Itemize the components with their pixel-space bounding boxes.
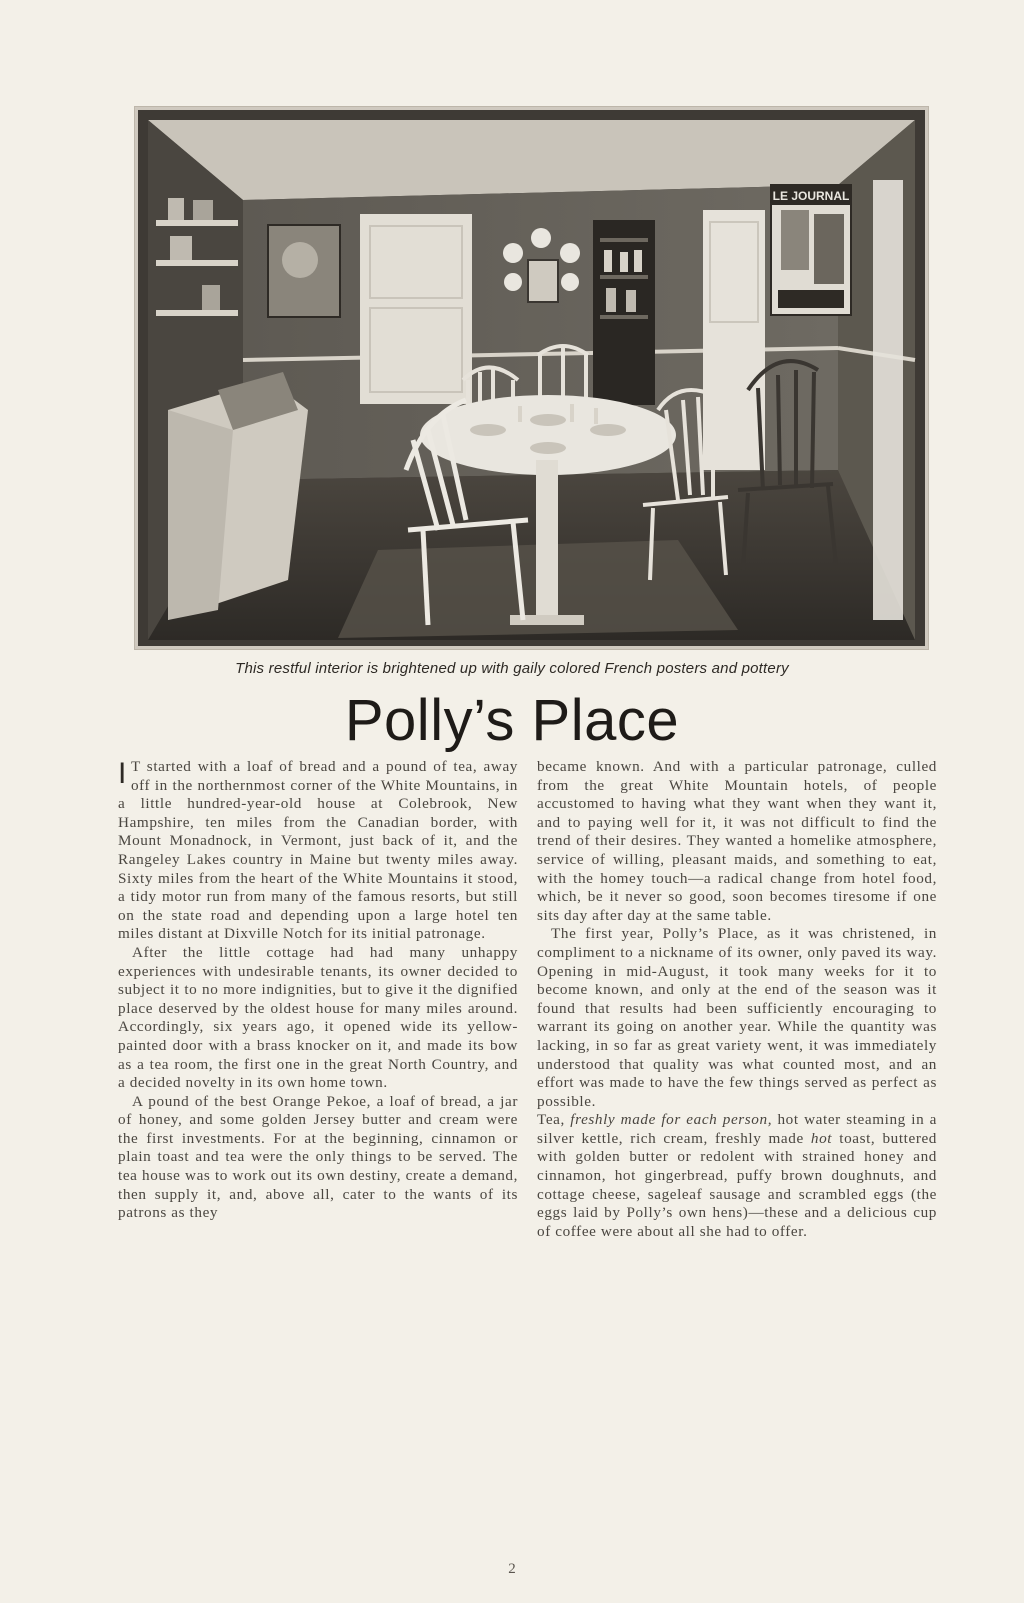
photo-caption: This restful interior is brightened up with gaily colored French posters and pottery — [235, 660, 789, 677]
page-number: 2 — [508, 1561, 516, 1577]
paragraph-6-text-c: toast, buttered with golden butter or redolent with strained honey and cinnamon, hot gingerbread, puffy brown doughnuts, and cottage cheese, sageleaf sausage and scrambled eggs (the eggs laid by Polly’s own hens)—these and a delicious cup of coffee were about all she had to offer. — [537, 1129, 938, 1240]
poster-title-text: LE JOURNAL — [772, 189, 850, 203]
paragraph-2: After the little cottage had had many unhappy experiences with undesirable tenants, its owner decided to subject it to no more indignities, but to give it the dignified place deserved by the oldest house for many miles around. Accordingly, six years ago, it opened wide its yellow-painted door with a brass knocker on it, and made its bow as a tea room, the first one in the great North Country, and a decided novelty in its own home town. — [118, 943, 518, 1092]
paragraph-4: became known. And with a particular patronage, culled from the great White Mountain hotels, of people accustomed to having what they want when they want it, and to paying well for it, it was not difficult to find the trend of their desires. They wanted a homelike atmosphere, service of willing, pleasant maids, and something to eat, with the homey touch—a radical change from hotel food, which, be it never so good, soon becomes tiresome if one sits day after day at the same table. — [537, 758, 937, 924]
tea-room-interior-illustration — [138, 110, 925, 646]
paragraph-1 — [118, 758, 518, 944]
paragraph-6 — [537, 1111, 937, 1241]
paragraph-6-emphasis-2: hot — [810, 1129, 833, 1147]
paragraph-1-text: T started with a loaf of bread and a pound of tea, away off in the northernmost corner of the White Mountains, in a little hundred-year-old house at Colebrook, New Hampshire, ten miles from the Canadian border, with Mount Monadnock, in Vermont, just back of it, and the Rangeley Lakes country in Maine but twenty miles away. Sixty miles from the heart of the White Mountains it stood, a tidy motor run from many of the famous resorts, but still on the state road and depending upon a large hotel ten miles distant at Dixville Notch for its initial patronage. — [118, 758, 518, 943]
article-title: Polly’s Place — [344, 688, 680, 753]
paragraph-6-text-a: Tea, — [537, 1111, 571, 1129]
interior-photo — [135, 107, 928, 649]
drop-cap: I — [118, 757, 127, 790]
paragraph-6-text-b: hot water steaming in a silver kettle, rich cream, freshly made — [537, 1111, 937, 1147]
paragraph-5: The first year, Polly’s Place, as it was christened, in compliment to a nickname of its owner, only paved its way. Opening in mid-August, it took many weeks for it to become known, and only at the end of the season was it found that results had been sufficiently encouraging to warrant its going on another year. While the quantity was lacking, in so far as great variety went, it was immediately understood that quality was what counted most, and an effort was made to have the few things served as perfect as possible. — [537, 925, 937, 1110]
article-column-right — [537, 758, 937, 1241]
paragraph-6-emphasis-1: freshly made for each person, — [570, 1111, 773, 1129]
article-column-left — [118, 758, 518, 1223]
paragraph-3: A pound of the best Orange Pekoe, a loaf of bread, a jar of honey, and some golden Jersey butter and cream were the first investments. For at the beginning, cinnamon or plain toast and tea were the only things to be served. The tea house was to work out its own destiny, create a demand, then supply it, and, above all, cater to the wants of its patrons as they — [118, 1092, 518, 1222]
